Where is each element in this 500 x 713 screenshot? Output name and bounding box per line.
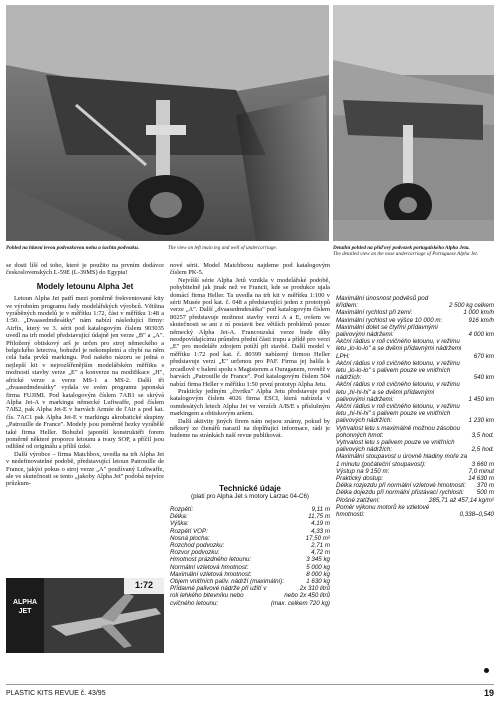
- spec-value: 670 km: [473, 352, 494, 360]
- spec-label: Akční rádius v roli cvičného letounu, v režimu letu „lo-lo-lo" s palivem pouze ve vnitřních nádržích:: [336, 359, 460, 382]
- spec-label: Rozpětí:: [170, 506, 194, 513]
- spec-label: Vytrvalost letu s palivem pouze ve vnitřních palivových nádržích:: [336, 439, 455, 454]
- kit-box-scale: 1:72: [134, 580, 153, 590]
- spec-value: 0,338–0,540: [459, 511, 494, 519]
- specs-table-right: [336, 295, 494, 518]
- spec-value: 500 m: [476, 489, 494, 497]
- article-paragraph: Další aktivity jiných firem nám nejsou známy, pokud by některý ze čtenářů narazil na doplňující informace, rádi je budeme na stránkách naší revue publikovat.: [170, 417, 330, 440]
- spec-row: [336, 324, 494, 338]
- spec-value: 3 345 kg: [306, 556, 330, 564]
- spec-row: [336, 468, 494, 475]
- spec-value: 3,5 hod.: [471, 431, 494, 439]
- spec-label: Plošné zatížení:: [336, 496, 381, 504]
- caption-left-block: [6, 245, 164, 251]
- spec-value: 4,19 m: [311, 520, 330, 528]
- article-paragraph: Další výrobce – firma Matchbox, uvedla na trh Alpha Jet v nedefinovatelné podobě, představující letoun Patrouille de France, jakýsi pokus o stroj verze „A" používaný Luftwaffe, ale ve skutečnosti se tento „jakoby Alpha Jet" podobá nejvíce průzkum-: [6, 450, 164, 488]
- section-heading-technical: Technické údaje: [219, 484, 281, 493]
- spec-label: Výstup na 9 150 m:: [336, 467, 390, 475]
- kit-box-brand: ALPHA JET: [12, 599, 38, 615]
- spec-row: [336, 309, 494, 316]
- spec-row: [336, 295, 494, 309]
- spec-row: [170, 506, 330, 513]
- spec-label: Maximální únosnost podvěsů pod křídlem:: [336, 295, 429, 310]
- spec-label: Maximální vzletová hmotnost:: [170, 570, 252, 578]
- spec-value: 9,11 m: [311, 506, 330, 513]
- spec-label: Poměr výkonu motorů ke vzletové hmotnosti:: [336, 503, 430, 519]
- spec-label: Rozpětí VOP:: [170, 527, 208, 535]
- spec-label: Maximální dolet se čtyřmi přídavnými palivovými nádržemi:: [336, 323, 438, 339]
- intro-paragraph: se dosti líší od toho, které je použito na prvním dodávce československých L-59E (L-39MS) do Egypta!: [6, 262, 164, 277]
- spec-label: Hmotnost prázdného letounu:: [170, 556, 252, 564]
- spec-label: Maximální rychlost ve výšce 10 000 m:: [336, 316, 443, 324]
- spec-row: [336, 482, 494, 489]
- photo-main-undercarriage-image: [6, 5, 329, 241]
- footer-publication: PLASTIC KITS REVUE č. 43/95: [6, 690, 106, 697]
- spec-row: [170, 542, 330, 549]
- spec-label: Rozvor podvozku:: [170, 549, 220, 557]
- spec-label: Maximální rychlost při zemi:: [336, 309, 413, 317]
- spec-value: 4,72 m: [311, 549, 330, 557]
- spec-row: [336, 425, 494, 439]
- spec-value: 8 000 kg: [306, 570, 330, 578]
- spec-row: [170, 571, 330, 578]
- spec-row: [170, 549, 330, 556]
- spec-value: 11,75 m: [308, 513, 330, 521]
- spec-label: Vytrvalost letu s maximálně možnou zásobou pohonných hmot:: [336, 424, 461, 439]
- spec-row: [170, 513, 330, 520]
- spec-row: [170, 564, 330, 571]
- kit-box-image: [6, 578, 164, 653]
- spec-value: 5 000 kg: [306, 563, 330, 571]
- article-column-1: [6, 262, 164, 576]
- spec-value: 2x 310 litrů nebo 2x 450 litrů (max. celkem 720 kg): [270, 585, 330, 607]
- spec-row: [336, 381, 494, 403]
- spec-row: [336, 360, 494, 382]
- article-paragraph: nové sérii. Model Matchboxu najdeme pod katalogovým číslem PK-5.: [170, 262, 330, 277]
- spec-row: [170, 578, 330, 585]
- article-paragraph: Prakticky jediným „čtvrtku" Alpha Jetu představuje pod katalogovým číslem 4026 firma ESCI, která nabízela v osmdesátých letech Alpha Jet ve verzích A/B/E s příslušným markingem a obtiskovým aršem.: [170, 387, 330, 418]
- spec-value: 3 660 m: [471, 460, 494, 468]
- spec-value: 4 000 km: [468, 331, 494, 339]
- spec-row: [170, 528, 330, 535]
- spec-row: [336, 453, 494, 467]
- spec-row: [336, 497, 494, 504]
- spec-row: [170, 585, 330, 607]
- spec-label: Rozchod podvozku:: [170, 542, 225, 550]
- caption-right-czech: Detailní pohled na příďový podvozek portugalského Alpha Jetu.: [333, 245, 470, 251]
- spec-value: 916 km/h: [468, 316, 494, 324]
- caption-left-czech: Pohled na hlavní levou podvozkovou nohu a šachtu podvozku.: [6, 245, 140, 251]
- spec-value: 17,50 m²: [305, 534, 330, 542]
- spec-value: 1 450 km: [468, 395, 494, 403]
- spec-row: [336, 403, 494, 425]
- spec-label: Objem vnitřních palív. nádrží (maximální):: [170, 578, 285, 586]
- spec-row: [336, 317, 494, 324]
- spec-label: Akční rádius v roli cvičného letounu, v režimu letu „lo-lo-lo" a se dvěmi přídavnými nádržemi LPH:: [336, 338, 462, 360]
- spec-value: 370 m: [476, 482, 494, 490]
- spec-row: [170, 535, 330, 542]
- spec-value: 14 630 m: [468, 475, 494, 483]
- article-paragraph: Nejvíšší série Alpha Jetů vznikla v modelářské podobě, pohybitelně jak jinak než ve Francii, kde se produkce ujala domácí firma Heller. Ta uvedla na trh kit v měřítku 1:100 v sérii Musée pod kat. č. 048 a představující jeden z prototypů verze „A". Další „dvaasedmdesátka" pod katalogovým číslem 80257 představuje možnost stavby verzí A a E, ovšem ve skutečnosti se ani z ní postavit bez větších problémů pouze německý Alpha Jet-A. Francouzská verze bude díky neodpovídajícímu průměru přední části trupu a přídě pro verzi „E" pro modeláře zdrojem potíží při stavbě. Další model v měřítku 1:72 pod kat. č. 80399 nabízený firmou Heller představuje verzi „E" určenou pro PAF. Firma jej balila k zrcadlově v balení spolu s Magisterem a Ouraganem, rovněž v barvách „Patrouille de France". Pod katalogovým číslem 504 nabízí firma Heller v měřítku 1:50 první prototyp Alpha Jetu.: [170, 276, 330, 388]
- spec-value: 1 230 km: [468, 417, 494, 425]
- spec-label: Délka:: [170, 513, 188, 521]
- section-heading-models: Modely letounu Alpha Jet: [36, 281, 134, 291]
- spec-value: 540 km: [473, 374, 494, 382]
- spec-row: [336, 338, 494, 360]
- spec-label: Přídavné palivové nádrže při užití v roli lehkého bitevníku nebo cvičného letounu:: [170, 585, 267, 607]
- spec-value: 2 500 kg celkem: [448, 302, 494, 310]
- spec-value: 285,71 až 457,14 kg/m²: [428, 496, 494, 504]
- spec-row: [336, 489, 494, 496]
- spec-value: 4,33 m: [311, 527, 330, 535]
- spec-row: [170, 556, 330, 563]
- spec-row: [336, 475, 494, 482]
- spec-row: [336, 439, 494, 453]
- spec-label: Výška:: [170, 520, 189, 528]
- spec-row: [170, 520, 330, 527]
- photo-main-undercarriage: [6, 5, 329, 241]
- spec-row: [336, 504, 494, 518]
- footer: [6, 684, 494, 685]
- photo-nose-undercarriage-image: [333, 5, 494, 241]
- spec-value: 1 000 km/h: [463, 309, 494, 317]
- spec-label: Nosná plocha:: [170, 534, 210, 542]
- spec-label: Maximální stoupavost u úrovně hladiny moře za 1 minutu (počáteční stoupavost):: [336, 453, 468, 468]
- article-column-2: [170, 262, 330, 607]
- spec-value: 2,5 hod.: [471, 446, 494, 454]
- spec-value: 1 630 kg: [306, 578, 330, 586]
- photo-nose-undercarriage: [333, 5, 494, 241]
- spec-label: Délka dojezdu při normální přistávací rychlosti:: [336, 489, 464, 497]
- spec-label: Akční rádius v roli cvičného letounu, v režimu letu „hi-hi-hi" a se dvěmi přídavnými palivovými nádržemi:: [336, 381, 460, 403]
- specs-table-right-wrapper: [336, 295, 494, 518]
- end-mark-icon: [484, 668, 489, 673]
- page-number: 19: [483, 688, 494, 698]
- spec-value: 7,0 minut: [468, 467, 494, 475]
- caption-right-block: [333, 245, 494, 257]
- spec-label: Praktický dostup:: [336, 475, 384, 483]
- spec-label: Délka rozjezdu při normální vzletové hmotnosti:: [336, 482, 466, 490]
- specs-table-left: [170, 506, 330, 607]
- caption-left-english: The view on left main leg and well of undercarriage.: [168, 245, 278, 251]
- spec-label: Normální vzletová hmotnost:: [170, 563, 249, 571]
- caption-left-english-block: [168, 245, 328, 251]
- caption-right-english: The detailed view on the nose undercarriage of Portuguese Alpha Jet.: [333, 251, 479, 257]
- spec-value: 2,71 m: [311, 542, 330, 550]
- spec-label: Akční rádius v roli cvičného letounu, v režimu letu „hi-hi-hi" s palivem pouze ve vnitřních palivových nádržích:: [336, 403, 460, 425]
- article-paragraph: Letoun Alpha Jet patří mezi poměrně frekventované kity ve výrobním programu řady modelářských výrobců. Většina vyráběných modelů je v měřítku 1:72, část v měřítku 1:48 a 1:50. „Dvaasedmdesátky" nám nabízí následující firmy: Airfix, který ve 3. sérii pod katalogovým číslem 903035 uvedl na trh model představující údajně jen verze „B" a „A". Přiložený obtiskový arš je určen pro stroj německého a belgického letectva, bohužel je nekompletní a chybí na něm celá řada prvků markingu. Pod našeho názoru se jedná o nejlepší kit v nejrozšířenějším modelářském měřítku s možností stavby verze „E" a konverze na modifikace „H", africké verze a verze MS-1 a MS-2. Další tři „dvaasedmdesátky" vydala ve svém programu japonská firma FUJIMI. Pod katalogovým číslem 7AB1 se skrývá Alpha Jet-A v markingu německé Luftwaffe, pod číslem 7AB2, pak Alpha Jet-E v barvách Armée de l'Air a pod kat. čís. 7AC1 pak Alpha Jet-E v markingu akrobatické skupiny „Patrouille de France". Modely jsou poměrně hezky vyrábělé také firma Heller. Bohužel japonští konstruktéři forem poměrně některé proporce letounu a tvary SOP, a příčil jsou odlišné od originálu a příliš úzké.: [6, 295, 164, 451]
- section-subheading-technical: (platí pro Alpha Jet s motory Larzac 04-C6): [191, 493, 309, 500]
